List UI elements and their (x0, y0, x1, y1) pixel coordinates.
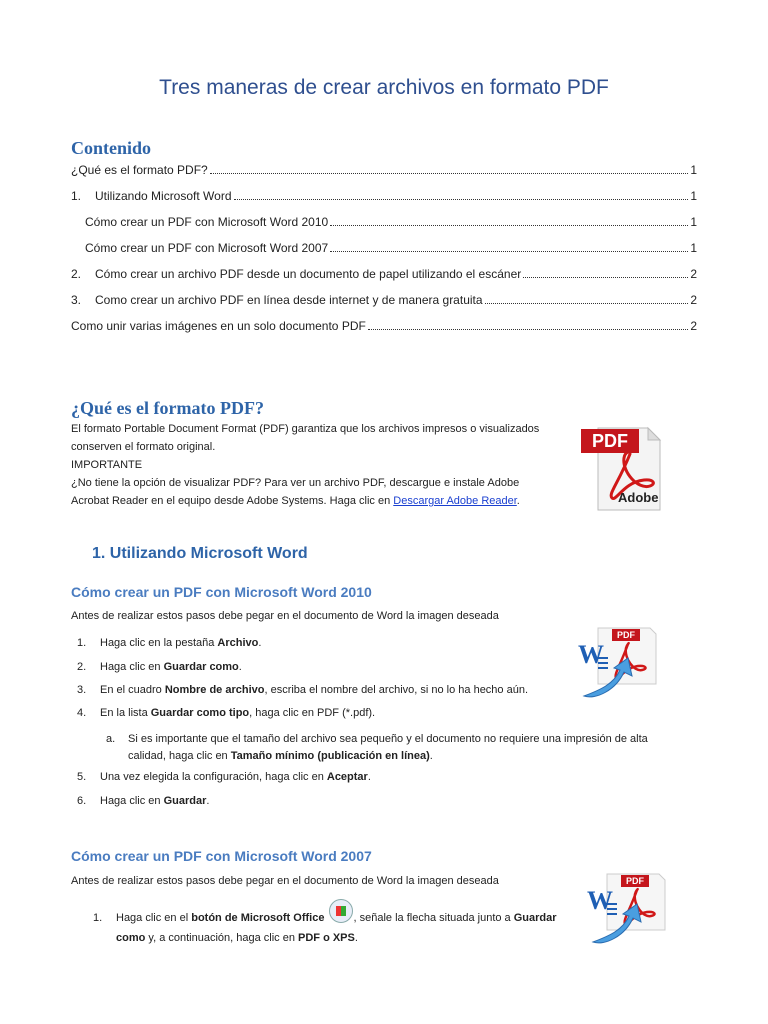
word-to-pdf-icon (576, 626, 658, 702)
toc-entry[interactable]: 2. Cómo crear un archivo PDF desde un documento de papel utilizando el escáner 2 (71, 267, 697, 281)
toc-heading: Contenido (71, 138, 152, 158)
word-2007-intro: Antes de realizar estos pasos debe pegar en el documento de Word la imagen deseada (71, 875, 499, 887)
pdf-badge: PDF (621, 875, 649, 887)
subheading-word-2010: Cómo crear un PDF con Microsoft Word 2010 (71, 584, 372, 600)
pdf-badge: PDF (612, 629, 640, 641)
list-item: 1. Haga clic en la pestaña Archivo. (77, 637, 262, 649)
list-item: 5. Una vez elegida la configuración, haga clic en Aceptar. (77, 771, 371, 783)
list-item: 6. Haga clic en Guardar. (77, 795, 210, 807)
word-2010-intro: Antes de realizar estos pasos debe pegar en el documento de Word la imagen deseada (71, 610, 499, 622)
download-adobe-reader-link[interactable]: Descargar Adobe Reader (393, 495, 517, 507)
list-item: 2. Haga clic en Guardar como. (77, 661, 242, 673)
list-item: 3. En el cuadro Nombre de archivo, escriba el nombre del archivo, si no lo ha hecho aún. (77, 684, 529, 696)
toc-entry[interactable]: ¿Qué es el formato PDF? 1 (71, 163, 697, 177)
table-of-contents (71, 163, 697, 335)
office-button-icon (329, 899, 353, 923)
word-to-pdf-icon (585, 872, 667, 948)
section-heading-word: 1. Utilizando Microsoft Word (92, 545, 308, 562)
section-heading-what-is-pdf: ¿Qué es el formato PDF? (71, 398, 264, 418)
list-item-sub: a. Si es importante que el tamaño del archivo sea pequeño y el documento no requiere una impresión de alta calidad, haga clic en Tamaño mínimo (publicación en línea). (106, 733, 648, 762)
toc-entry[interactable]: Cómo crear un PDF con Microsoft Word 2007 1 (85, 241, 697, 255)
toc-entry[interactable]: 1. Utilizando Microsoft Word 1 (71, 189, 697, 203)
adobe-label: Adobe (618, 490, 659, 505)
list-item: 4. En la lista Guardar como tipo, haga clic en PDF (*.pdf). (77, 707, 376, 719)
what-is-pdf-body: El formato Portable Document Format (PDF) garantiza que los archivos impresos o visualizados conserven el formato original. IMPORTANTE ¿No tiene la opción de visualizar PDF? Para ver un archivo PDF, descargue e instale Adobe Acrobat Reader en el equipo desde Adobe Systems. Haga clic en Descargar Adobe Reader. (71, 423, 540, 507)
pdf-adobe-icon (578, 424, 664, 514)
toc-entry[interactable]: Cómo crear un PDF con Microsoft Word 2010 1 (85, 215, 697, 229)
subheading-word-2007: Cómo crear un PDF con Microsoft Word 2007 (71, 848, 372, 864)
word-w-letter: W (578, 640, 604, 669)
document-title: Tres maneras de crear archivos en formato PDF (159, 76, 609, 99)
word-w-letter: W (587, 886, 613, 915)
word-2007-step: 1. Haga clic en el botón de Microsoft Office , señale la flecha situada junto a Guardar como y, a continuación, haga clic en PDF o XPS. (93, 908, 573, 948)
toc-entry[interactable]: Como unir varias imágenes en un solo documento PDF 2 (71, 319, 697, 333)
pdf-badge: PDF (581, 429, 639, 453)
toc-entry[interactable]: 3. Como crear un archivo PDF en línea desde internet y de manera gratuita 2 (71, 293, 697, 307)
